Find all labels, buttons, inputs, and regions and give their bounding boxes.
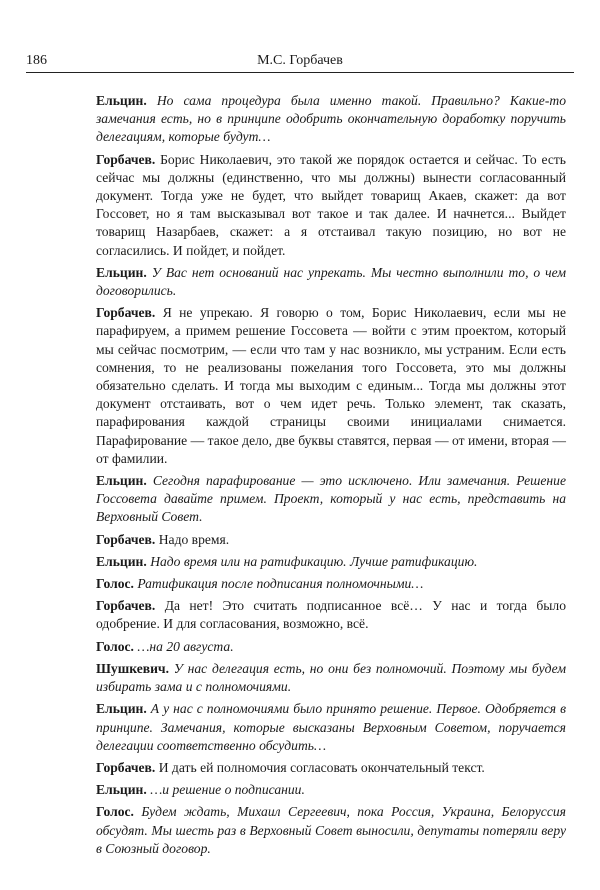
transcript-paragraph bbox=[96, 472, 566, 527]
speaker-name: Ельцин. bbox=[96, 473, 147, 489]
transcript-paragraph bbox=[96, 781, 566, 799]
speech-text: …на 20 августа. bbox=[137, 638, 234, 654]
speech-text: Борис Николаевич, это такой же порядок остается и сейчас. То есть сейчас мы должны (единственно, что мы должны) вынести согласованный документ. Тогда уже не будет, что выйдет товарищ Акаев, скажет: да вот Госсовет, но я там высказывал вот такое и так далее. И начнется... Выйдет товарищ Назарбаев, скажет: а я отстаивал такую позицию, но вот не согласились. И пойдет, и пойдет. bbox=[96, 151, 566, 258]
transcript-paragraph bbox=[96, 92, 566, 147]
speech-text: Ратификация после подписания полномочными… bbox=[137, 576, 424, 592]
transcript-paragraph bbox=[96, 575, 566, 593]
speaker-name: Шушкевич. bbox=[96, 660, 169, 676]
speech-text: Но сама процедура была именно такой. Правильно? Какие-то замечания есть, но в принципе одобрить окончательную доработку поручить делегациям, которые будут… bbox=[96, 93, 566, 145]
speech-text: Я не упрекаю. Я говорю о том, Борис Николаевич, если мы не парафируем, а примем решение Госсовета — войти с этим проектом, который мы сейчас посмотрим, — если что там у нас возникло, мы устраним. Если есть сомнения, то не реализованы пожелания того Госсовета, это мы должны обязательно сделать. И тогда мы выходим с единым... Тогда мы должны этот документ отстаивать, вот о чем идет речь. Только элемент, так сказать, парафирования каждой страницы своими инициалами снимается. Парафирование — такое дело, две буквы ставятся, первая — от имени, вторая — от фамилии. bbox=[96, 305, 566, 466]
speech-text: Надо время или на ратификацию. Лучше ратификацию. bbox=[150, 553, 478, 569]
speech-text: Да нет! Это считать подписанное всё… У нас и тогда было одобрение. И для согласования, возможно, всё. bbox=[96, 598, 566, 632]
page-number: 186 bbox=[26, 53, 47, 68]
speaker-name: Голос. bbox=[96, 638, 134, 654]
transcript-paragraph bbox=[96, 531, 566, 549]
transcript-body bbox=[96, 92, 566, 862]
running-title: М.С. Горбачев bbox=[257, 53, 343, 68]
speech-text: …и решение о подписании. bbox=[150, 782, 305, 798]
transcript-paragraph bbox=[96, 553, 566, 571]
speech-text: И дать ей полномочия согласовать окончательный текст. bbox=[158, 759, 485, 775]
speaker-name: Горбачев. bbox=[96, 759, 156, 775]
transcript-paragraph bbox=[96, 803, 566, 858]
speaker-name: Ельцин. bbox=[96, 782, 147, 798]
transcript-paragraph bbox=[96, 597, 566, 633]
speaker-name: Ельцин. bbox=[96, 553, 147, 569]
speaker-name: Горбачев. bbox=[96, 151, 156, 167]
transcript-paragraph bbox=[96, 304, 566, 468]
transcript-paragraph bbox=[96, 151, 566, 260]
speaker-name: Ельцин. bbox=[96, 701, 147, 717]
speech-text: Надо время. bbox=[158, 531, 230, 547]
speech-text: А у нас с полномочиями было принято решение. Первое. Одобряется в принципе. Замечания, которые высказаны Верховным Советом, поручается делегации соответственно обсудить… bbox=[96, 701, 566, 753]
speech-text: У Вас нет оснований нас упрекать. Мы честно выполнили то, о чем договорились. bbox=[96, 264, 567, 299]
transcript-paragraph bbox=[96, 638, 566, 656]
transcript-paragraph bbox=[96, 759, 566, 777]
transcript-paragraph bbox=[96, 264, 566, 300]
transcript-paragraph bbox=[96, 700, 566, 755]
speech-text: Сегодня парафирование — это исключено. Или замечания. Решение Госсовета давайте примем. Проект, который у нас есть, представить на Верховный Совет. bbox=[96, 473, 566, 525]
speaker-name: Голос. bbox=[96, 576, 134, 592]
speaker-name: Горбачев. bbox=[96, 598, 156, 614]
speaker-name: Горбачев. bbox=[96, 531, 156, 547]
transcript-paragraph bbox=[96, 660, 566, 696]
speaker-name: Ельцин. bbox=[96, 93, 147, 108]
speech-text: У нас делегация есть, но они без полномочий. Поэтому мы будем избирать зама и с полномочиями. bbox=[96, 660, 566, 695]
speaker-name: Горбачев. bbox=[96, 305, 156, 321]
page-header bbox=[26, 52, 574, 73]
speaker-name: Ельцин. bbox=[96, 264, 147, 280]
speaker-name: Голос. bbox=[96, 804, 134, 820]
speech-text: Будем ждать, Михаил Сергеевич, пока Россия, Украина, Белоруссия обсудят. Мы шесть раз в Верховный Совет выносили, депутаты потеряли веру в Союзный договор. bbox=[96, 804, 566, 856]
